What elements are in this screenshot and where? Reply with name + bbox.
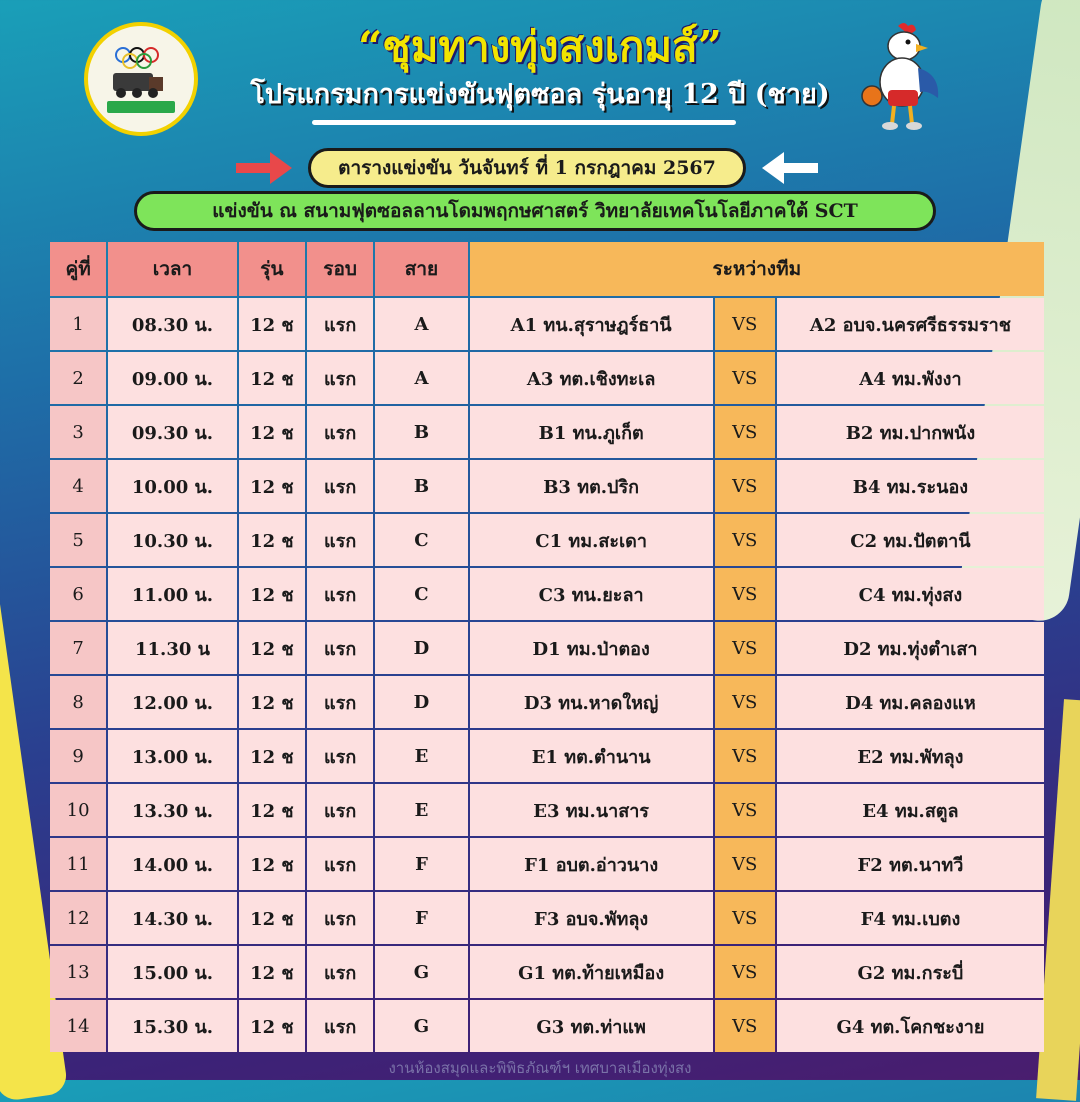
time-cell: 13.30 น. [108,784,237,836]
group-cell: C [375,568,467,620]
vs-cell: VS [715,352,775,404]
table-row [50,622,1044,674]
match-no-cell: 10 [50,784,106,836]
table-row [50,568,1044,620]
footer-credit: งานห้องสมุดและพิพิธภัณฑ์ฯ เทศบาลเมืองทุ่งสง [388,1059,692,1077]
table-row [50,838,1044,890]
header-round: รอบ [307,242,373,296]
match-no-cell: 12 [50,892,106,944]
class-cell: 12 ช [239,838,305,890]
round-cell: แรก [307,514,373,566]
table-row [50,514,1044,566]
table-row [50,298,1044,350]
team-a-cell: E1 ทต.ตำนาน [470,730,713,782]
time-cell: 08.30 น. [108,298,237,350]
group-cell: B [375,406,467,458]
team-b-cell: E4 ทม.สตูล [777,784,1044,836]
team-b-cell: B2 ทม.ปากพนัง [777,406,1044,458]
team-a-cell: A3 ทต.เชิงทะเล [470,352,713,404]
round-cell: แรก [307,568,373,620]
match-no-cell: 8 [50,676,106,728]
match-no-cell: 2 [50,352,106,404]
time-cell: 10.30 น. [108,514,237,566]
arrow-right-icon [234,148,294,188]
vs-cell: VS [715,730,775,782]
time-cell: 13.00 น. [108,730,237,782]
team-b-cell: D2 ทม.ทุ่งตำเสา [777,622,1044,674]
match-no-cell: 3 [50,406,106,458]
team-a-cell: B3 ทต.ปริก [470,460,713,512]
team-a-cell: G3 ทต.ท่าแพ [470,1000,713,1052]
vs-cell: VS [715,514,775,566]
time-cell: 11.00 น. [108,568,237,620]
team-b-cell: E2 ทม.พัทลุง [777,730,1044,782]
time-cell: 09.30 น. [108,406,237,458]
team-a-cell: F1 อบต.อ่าวนาง [470,838,713,890]
team-b-cell: F4 ทม.เบตง [777,892,1044,944]
group-cell: C [375,514,467,566]
table-row [50,460,1044,512]
time-cell: 14.30 น. [108,892,237,944]
class-cell: 12 ช [239,460,305,512]
team-b-cell: F2 ทต.นาทวี [777,838,1044,890]
table-row [50,892,1044,944]
team-b-cell: C2 ทม.ปัตตานี [777,514,1044,566]
group-cell: A [375,298,467,350]
time-cell: 10.00 น. [108,460,237,512]
time-cell: 11.30 น [108,622,237,674]
team-b-cell: D4 ทม.คลองแห [777,676,1044,728]
table-row [50,730,1044,782]
class-cell: 12 ช [239,1000,305,1052]
class-cell: 12 ช [239,352,305,404]
class-cell: 12 ช [239,622,305,674]
table-header-row [50,242,1044,296]
class-cell: 12 ช [239,730,305,782]
class-cell: 12 ช [239,406,305,458]
match-no-cell: 6 [50,568,106,620]
group-cell: D [375,622,467,674]
round-cell: แรก [307,352,373,404]
team-a-cell: C3 ทน.ยะลา [470,568,713,620]
team-a-cell: A1 ทน.สุราษฎร์ธานี [470,298,713,350]
event-title: “ชุมทางทุ่งสงเกมส์” [358,22,722,71]
header-group: สาย [375,242,467,296]
match-no-cell: 5 [50,514,106,566]
vs-cell: VS [715,406,775,458]
vs-cell: VS [715,298,775,350]
time-cell: 12.00 น. [108,676,237,728]
vs-cell: VS [715,1000,775,1052]
table-row [50,1000,1044,1052]
team-a-cell: E3 ทม.นาสาร [470,784,713,836]
round-cell: แรก [307,1000,373,1052]
group-cell: F [375,838,467,890]
vs-cell: VS [715,892,775,944]
round-cell: แรก [307,460,373,512]
group-cell: E [375,730,467,782]
round-cell: แรก [307,622,373,674]
class-cell: 12 ช [239,514,305,566]
team-b-cell: A2 อบจ.นครศรีธรรมราช [777,298,1044,350]
table-row [50,406,1044,458]
class-cell: 12 ช [239,676,305,728]
group-cell: G [375,1000,467,1052]
match-no-cell: 1 [50,298,106,350]
class-cell: 12 ช [239,568,305,620]
table-row [50,946,1044,998]
class-cell: 12 ช [239,784,305,836]
round-cell: แรก [307,784,373,836]
team-b-cell: A4 ทม.พังงา [777,352,1044,404]
header-teams: ระหว่างทีม [470,242,1044,296]
time-cell: 15.30 น. [108,1000,237,1052]
round-cell: แรก [307,406,373,458]
subtitle-underline [312,120,736,125]
table-row [50,352,1044,404]
class-cell: 12 ช [239,946,305,998]
header-time: เวลา [108,242,237,296]
round-cell: แรก [307,676,373,728]
arrow-left-icon [760,148,820,188]
vs-cell: VS [715,838,775,890]
match-no-cell: 14 [50,1000,106,1052]
team-a-cell: G1 ทต.ท้ายเหมือง [470,946,713,998]
group-cell: E [375,784,467,836]
group-cell: B [375,460,467,512]
group-cell: D [375,676,467,728]
vs-cell: VS [715,568,775,620]
team-b-cell: C4 ทม.ทุ่งสง [777,568,1044,620]
round-cell: แรก [307,730,373,782]
team-a-cell: B1 ทน.ภูเก็ต [470,406,713,458]
vs-cell: VS [715,460,775,512]
vs-cell: VS [715,784,775,836]
match-no-cell: 4 [50,460,106,512]
round-cell: แรก [307,892,373,944]
team-b-cell: G4 ทต.โคกชะงาย [777,1000,1044,1052]
match-no-cell: 7 [50,622,106,674]
match-no-cell: 11 [50,838,106,890]
team-b-cell: G2 ทม.กระบี่ [777,946,1044,998]
time-cell: 15.00 น. [108,946,237,998]
group-cell: F [375,892,467,944]
group-cell: G [375,946,467,998]
group-cell: A [375,352,467,404]
team-a-cell: C1 ทม.สะเดา [470,514,713,566]
time-cell: 09.00 น. [108,352,237,404]
header-match-no: คู่ที่ [50,242,106,296]
table-row [50,784,1044,836]
team-b-cell: B4 ทม.ระนอง [777,460,1044,512]
round-cell: แรก [307,946,373,998]
round-cell: แรก [307,838,373,890]
team-a-cell: F3 อบจ.พัทลุง [470,892,713,944]
vs-cell: VS [715,946,775,998]
round-cell: แรก [307,298,373,350]
table-row [50,676,1044,728]
header-class: รุ่น [239,242,305,296]
program-subtitle: โปรแกรมการแข่งขันฟุตซอล รุ่นอายุ 12 ปี (ชาย) [250,79,830,110]
class-cell: 12 ช [239,298,305,350]
class-cell: 12 ช [239,892,305,944]
team-a-cell: D3 ทน.หาดใหญ่ [470,676,713,728]
time-cell: 14.00 น. [108,838,237,890]
team-a-cell: D1 ทม.ป่าตอง [470,622,713,674]
venue-info: แข่งขัน ณ สนามฟุตซอลลานโดมพฤกษศาสตร์ วิทยาลัยเทคโนโลยีภาคใต้ SCT [134,191,936,231]
match-schedule-table [48,240,1046,1054]
vs-cell: VS [715,622,775,674]
match-no-cell: 13 [50,946,106,998]
schedule-date: ตารางแข่งขัน วันจันทร์ ที่ 1 กรกฎาคม 2567 [308,148,746,188]
vs-cell: VS [715,676,775,728]
match-no-cell: 9 [50,730,106,782]
